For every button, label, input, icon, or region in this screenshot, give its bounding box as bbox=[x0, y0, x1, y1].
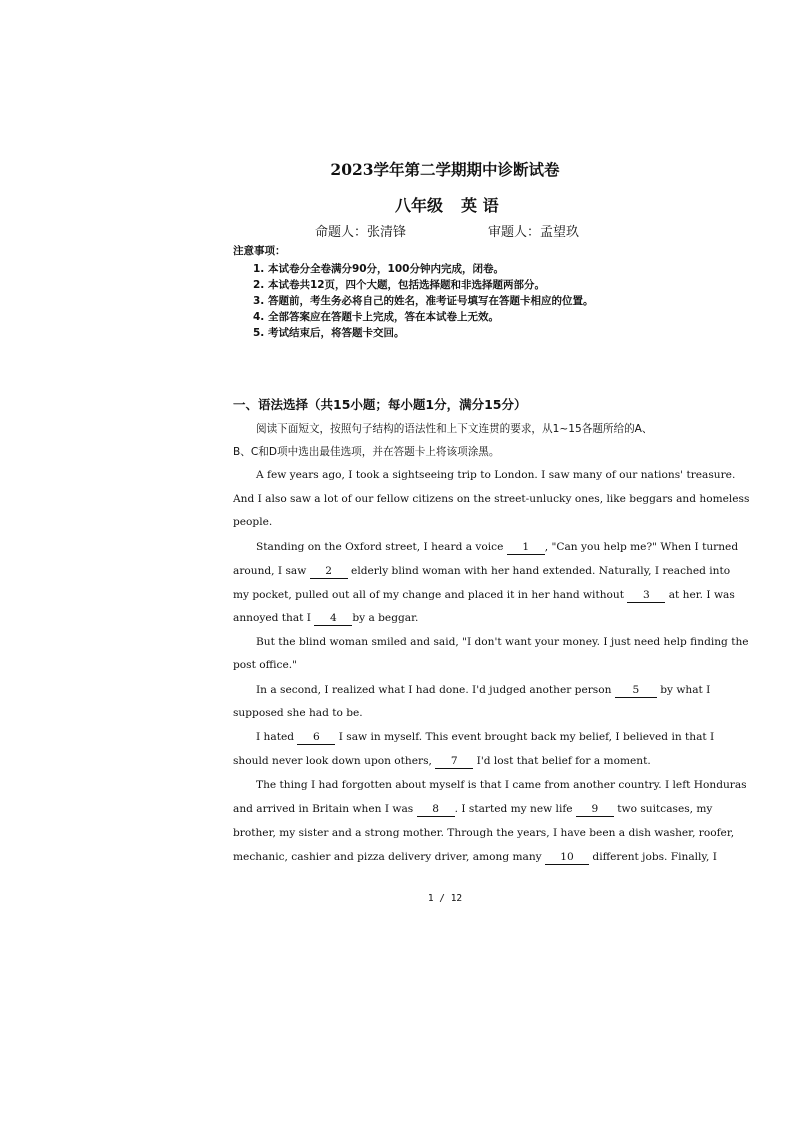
answer-blank-7: 7 bbox=[435, 756, 473, 769]
notice-heading: 注意事项： bbox=[233, 245, 286, 257]
passage-text: and arrived in Britain when I was bbox=[233, 803, 414, 815]
passage-text: my pocket, pulled out all of my change and placed it in her hand without bbox=[233, 589, 624, 601]
passage-text: In a second, I realized what I had done. I'd judged another person bbox=[256, 684, 612, 696]
passage-text: I'd lost that belief for a moment. bbox=[476, 755, 651, 767]
page-number: 1 / 12 bbox=[427, 893, 463, 904]
author-label: 命题人：张清锋 bbox=[315, 225, 407, 240]
passage-line: The thing I had forgotten about myself is that I came from another country. I left Honduras bbox=[256, 779, 747, 791]
passage-line bbox=[256, 684, 710, 698]
notice-item: 2. 本试卷共12页，四个大题，包括选择题和非选择题两部分。 bbox=[253, 279, 546, 291]
passage-text: , "Can you help me?" When I turned bbox=[544, 541, 739, 553]
passage-line: A few years ago, I took a sightseeing trip to London. I saw many of our nations' treasure. bbox=[256, 469, 736, 481]
answer-blank-4: 4 bbox=[314, 613, 352, 626]
passage-line: brother, my sister and a strong mother. Through the years, I have been a dish washer, roofer, bbox=[233, 827, 735, 839]
passage-line bbox=[233, 755, 651, 769]
passage-line bbox=[256, 731, 714, 745]
passage-text: elderly blind woman with her hand extended. Naturally, I reached into bbox=[351, 565, 731, 577]
answer-blank-3: 3 bbox=[627, 590, 665, 603]
answer-blank-10: 10 bbox=[545, 852, 589, 865]
passage-text: annoyed that I bbox=[233, 612, 311, 624]
passage-line bbox=[256, 541, 738, 555]
passage-text: different jobs. Finally, I bbox=[592, 851, 717, 863]
answer-blank-1: 1 bbox=[507, 542, 545, 555]
answer-blank-2: 2 bbox=[310, 566, 348, 579]
answer-blank-6: 6 bbox=[297, 732, 335, 745]
notice-item: 3. 答题前，考生务必将自己的姓名，准考证号填写在答题卡相应的位置。 bbox=[253, 295, 594, 307]
reviewer-label: 审题人：孟望玖 bbox=[488, 225, 580, 240]
passage-line bbox=[233, 803, 712, 817]
instruction-line: 阅读下面短文，按照句子结构的语法性和上下文连贯的要求，从1~15各题所给的A、 bbox=[256, 423, 653, 435]
section-heading: 一、语法选择（共15小题；每小题1分，满分15分） bbox=[233, 397, 527, 412]
notice-item: 4. 全部答案应在答题卡上完成，答在本试卷上无效。 bbox=[253, 311, 499, 323]
grade-label: 八年级 bbox=[395, 196, 444, 215]
passage-line: supposed she had to be. bbox=[233, 707, 363, 719]
passage-line bbox=[233, 612, 418, 626]
passage-text: at her. I was bbox=[668, 589, 735, 601]
passage-text: Standing on the Oxford street, I heard a voice bbox=[256, 541, 504, 553]
notice-item: 1. 本试卷分全卷满分90分，100分钟内完成，闭卷。 bbox=[253, 263, 504, 275]
passage-line: post office." bbox=[233, 659, 297, 671]
passage-text: two suitcases, my bbox=[617, 803, 713, 815]
passage-text: around, I saw bbox=[233, 565, 307, 577]
instruction-line: B、C和D项中选出最佳选项，并在答题卡上将该项涂黑。 bbox=[233, 446, 500, 458]
passage-text: by what I bbox=[660, 684, 711, 696]
passage-text: I hated bbox=[256, 731, 294, 743]
passage-line: But the blind woman smiled and said, "I don't want your money. I just need help finding the bbox=[256, 636, 749, 648]
passage-text: . I started my new life bbox=[454, 803, 573, 815]
subject-label: 英 语 bbox=[461, 196, 499, 215]
passage-line bbox=[233, 851, 717, 865]
passage-text: I saw in myself. This event brought back my belief, I believed in that I bbox=[338, 731, 715, 743]
answer-blank-9: 9 bbox=[576, 804, 614, 817]
notice-item: 5. 考试结束后，将答题卡交回。 bbox=[253, 327, 405, 339]
passage-line bbox=[233, 589, 735, 603]
passage-text: by a beggar. bbox=[352, 612, 419, 624]
passage-text: should never look down upon others, bbox=[233, 755, 432, 767]
answer-blank-5: 5 bbox=[615, 685, 657, 698]
passage-text: mechanic, cashier and pizza delivery driver, among many bbox=[233, 851, 542, 863]
passage-line: people. bbox=[233, 516, 273, 528]
passage-line: And I also saw a lot of our fellow citizens on the street-unlucky ones, like beggars and homeless bbox=[233, 493, 750, 505]
exam-title: 2023学年第二学期期中诊断试卷 bbox=[330, 160, 560, 179]
passage-line bbox=[233, 565, 730, 579]
answer-blank-8: 8 bbox=[417, 804, 455, 817]
